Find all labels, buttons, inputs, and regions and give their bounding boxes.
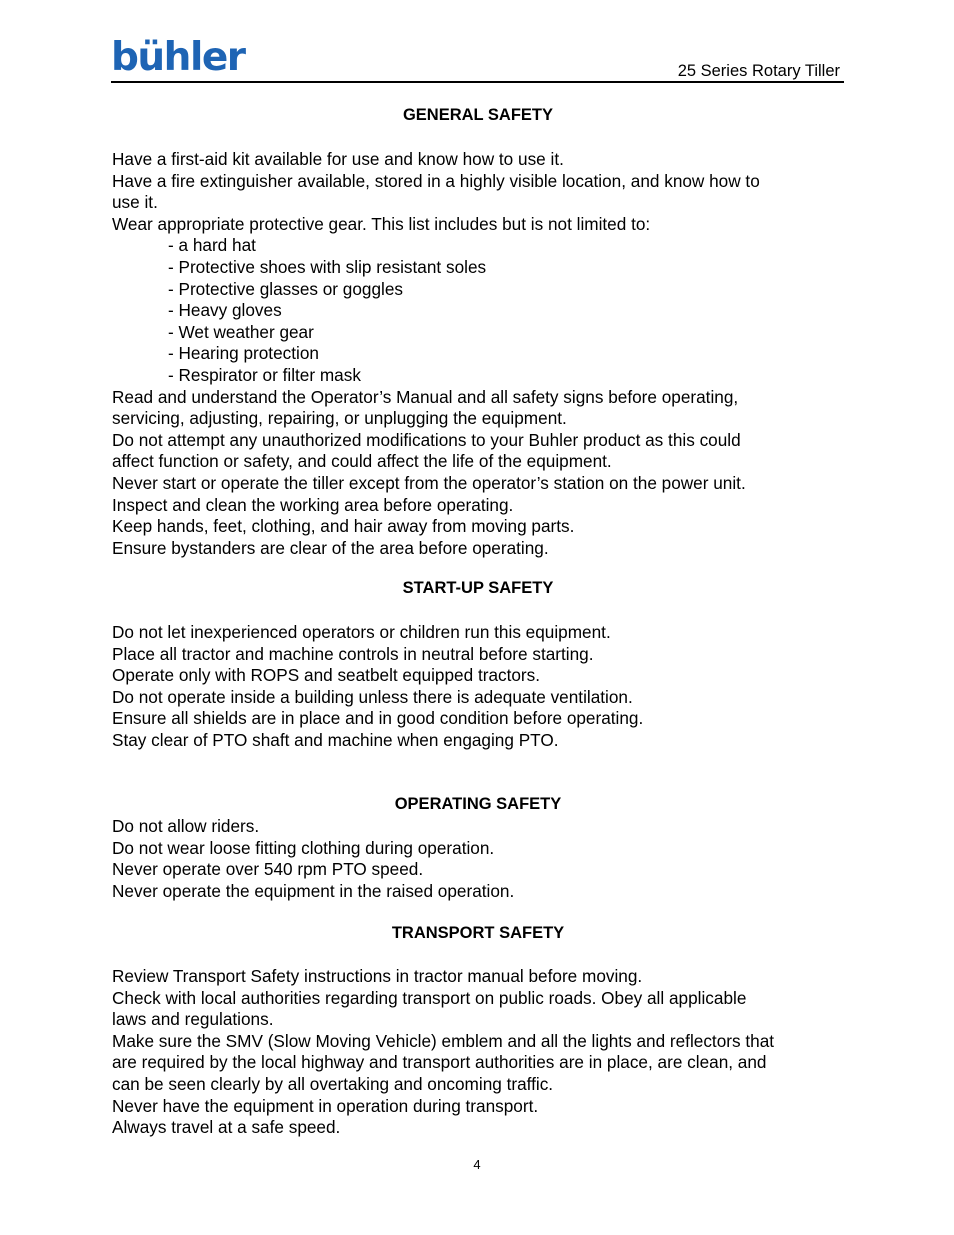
text-line: Never start or operate the tiller except from the operator’s station on the power unit. <box>112 472 746 493</box>
gear-list-item: - Hearing protection <box>168 343 319 364</box>
section-heading-general-safety: GENERAL SAFETY <box>402 106 554 124</box>
text-line: are required by the local highway and transport authorities are in place, are clean, and <box>112 1052 767 1073</box>
text-line: servicing, adjusting, repairing, or unplugging the equipment. <box>112 408 567 429</box>
gear-list-item: - Respirator or filter mask <box>168 364 361 385</box>
text-line: Never have the equipment in operation during transport. <box>112 1095 539 1116</box>
gear-list-item: - Wet weather gear <box>168 321 314 342</box>
text-line: use it. <box>112 192 158 213</box>
text-line: Place all tractor and machine controls in neutral before starting. <box>112 643 594 664</box>
gear-list-item: - Protective glasses or goggles <box>168 278 404 299</box>
transport-safety-list <box>112 966 844 1139</box>
text-line: Review Transport Safety instructions in tractor manual before moving. <box>112 966 643 986</box>
start-up-safety-list <box>112 622 844 752</box>
text-line: Inspect and clean the working area before operating. <box>112 494 514 515</box>
text-line: Never operate over 540 rpm PTO speed. <box>112 859 424 880</box>
header-divider <box>111 81 844 83</box>
text-line: Operate only with ROPS and seatbelt equipped tractors. <box>112 665 541 686</box>
text-line: Ensure all shields are in place and in good condition before operating. <box>112 708 644 729</box>
text-line: Do not attempt any unauthorized modifications to your Buhler product as this could <box>112 429 741 450</box>
text-line: Read and understand the Operator’s Manual and all safety signs before operating, <box>112 386 739 407</box>
text-line: can be seen clearly by all overtaking and oncoming traffic. <box>112 1073 554 1094</box>
text-line: Always travel at a safe speed. <box>112 1117 341 1138</box>
document-title: 25 Series Rotary Tiller <box>677 62 840 80</box>
gear-list-item: - a hard hat <box>168 235 256 256</box>
text-line: Never operate the equipment in the raised operation. <box>112 880 515 901</box>
text-line: Make sure the SMV (Slow Moving Vehicle) emblem and all the lights and reflectors that <box>112 1030 775 1051</box>
text-line: affect function or safety, and could affect the life of the equipment. <box>112 451 612 472</box>
text-line: Ensure bystanders are clear of the area before operating. <box>112 537 549 558</box>
text-line: Do not let inexperienced operators or children run this equipment. <box>112 622 611 642</box>
text-line: Do not allow riders. <box>112 816 260 836</box>
text-line: Check with local authorities regarding transport on public roads. Obey all applicable <box>112 987 747 1008</box>
section-heading-start-up-safety: START-UP SAFETY <box>402 579 554 597</box>
text-line: Wear appropriate protective gear. This list includes but is not limited to: <box>112 213 651 234</box>
operating-safety-list <box>112 816 844 902</box>
text-line: Have a first-aid kit available for use and know how to use it. <box>112 149 564 169</box>
gear-list-item: - Heavy gloves <box>168 300 282 321</box>
general-safety-list <box>112 149 844 559</box>
text-line: Do not operate inside a building unless there is adequate ventilation. <box>112 686 633 707</box>
text-line: laws and regulations. <box>112 1009 274 1030</box>
buhler-logo: bühler <box>111 35 245 80</box>
page-number: 4 <box>473 1157 481 1172</box>
text-line: Keep hands, feet, clothing, and hair away from moving parts. <box>112 516 575 537</box>
section-heading-operating-safety: OPERATING SAFETY <box>394 795 562 813</box>
section-heading-transport-safety: TRANSPORT SAFETY <box>391 924 565 942</box>
text-line: Have a fire extinguisher available, stored in a highly visible location, and know how to <box>112 170 760 191</box>
text-line: Stay clear of PTO shaft and machine when engaging PTO. <box>112 729 559 750</box>
gear-list-item: - Protective shoes with slip resistant soles <box>168 256 487 277</box>
text-line: Do not wear loose fitting clothing during operation. <box>112 837 495 858</box>
